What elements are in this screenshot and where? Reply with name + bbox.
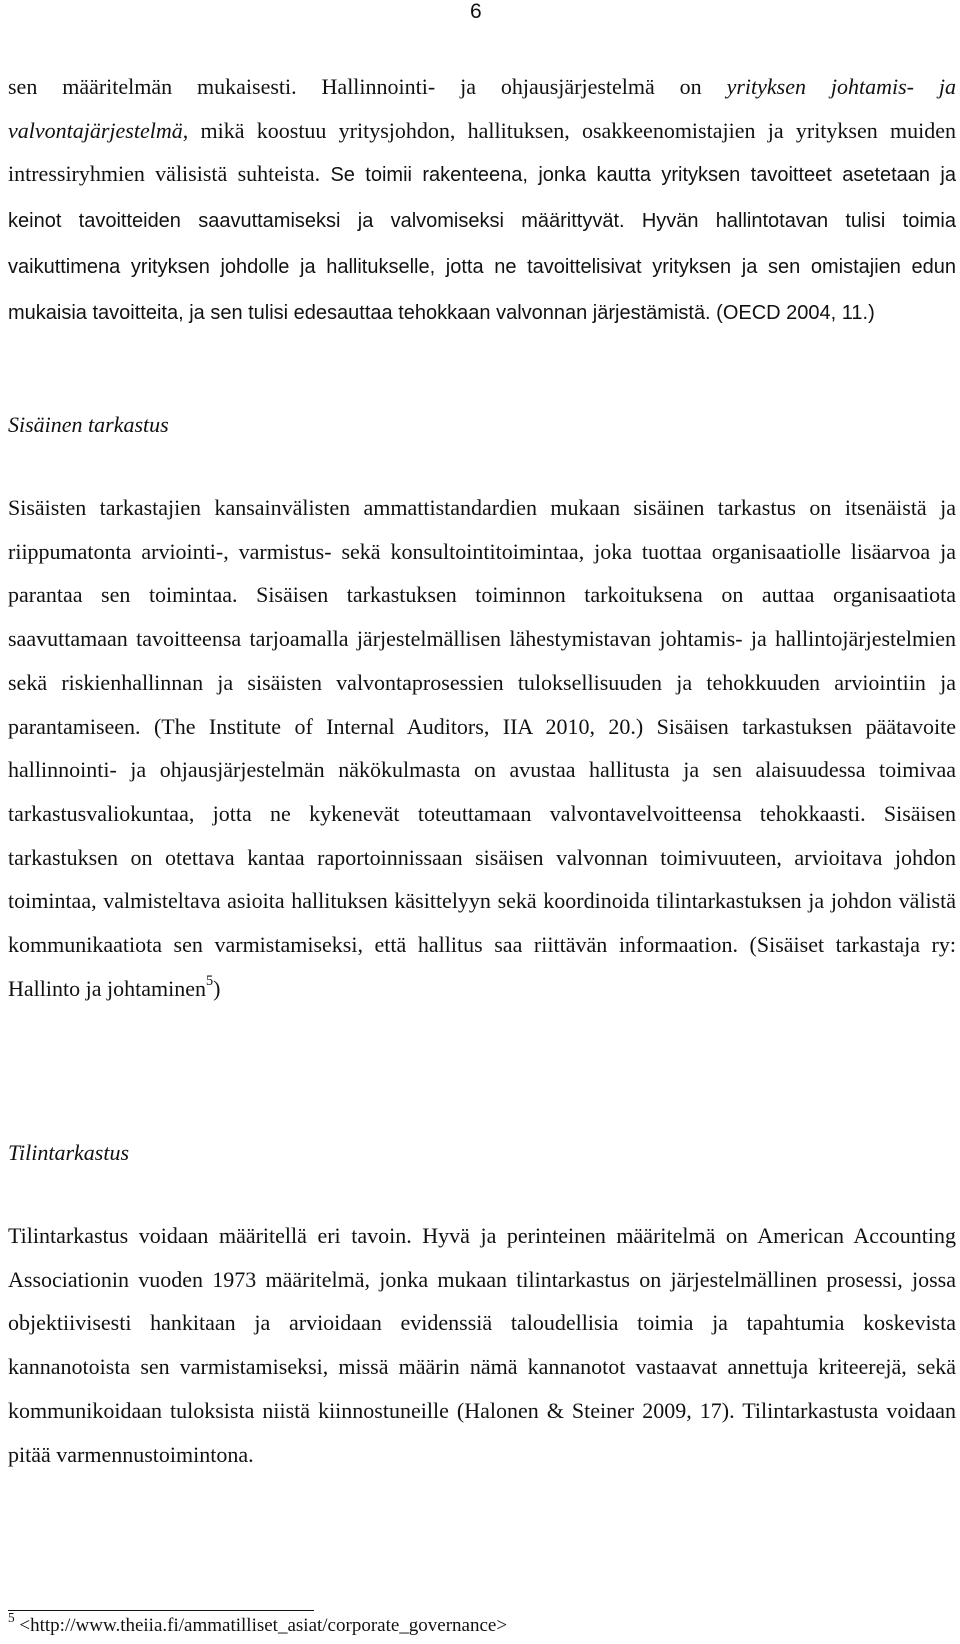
paragraph1-rest: Se toimii rakenteena, jonka kautta yrityksen tavoitteet asetetaan ja keinot tavoitteiden saavuttamiseksi ja valvomiseksi määrittyvät. Hyvän hallintotavan tulisi toimia vaikuttimena yrityksen johdolle ja hallitukselle, jotta ne tavoittelisivat yrityksen ja sen omistajien edun mukaisia tavoitteita, ja sen tulisi edesauttaa tehokkaan valvonnan järjestämistä. (OECD 2004, 11.) [8,164,956,324]
paragraph1-sentence2-end: , mikä koostuu yritysjohdon, hallituksen, osakkeenomistajien ja yrityksen muiden intressiryhmien välisistä suhteista. [8,117,956,187]
footnote-reference: 5 [205,973,214,990]
footnote-number: 5 [8,1609,15,1625]
footnote-separator [8,1610,314,1611]
paragraph2-end: ) [213,975,221,1001]
paragraph2-text: Sisäisten tarkastajien kansainvälisten ammattistandardien mukaan sisäinen tarkastus on itsenäistä ja riippumatonta arviointi-, varmistus- sekä konsultointitoimintaa, joka tuottaa organisaatiolle lisäarvoa ja parantaa sen toimintaa. Sisäisen tarkastuksen toiminnon tarkoituksena on auttaa organisaatiota saavuttamaan tavoitteensa tarjoamalla järjestelmällisen lähestymistavan johtamis- ja hallintojärjestelmien sekä riskienhallinnan ja sisäisten valvontaprosessien tuloksellisuuden ja tehokkuuden arviointiin ja parantamiseen. (The Institute of Internal Auditors, IIA 2010, 20.) Sisäisen tarkastuksen päätavoite hallinnointi- ja ohjausjärjestelmän näkökulmasta on avustaa hallitusta ja sen alaisuudessa toimivaa tarkastusvaliokuntaa, jotta ne kykenevät toteuttamaan valvontavelvoitteensa tehokkaasti. Sisäisen tarkastuksen on otettava kantaa raportoinnissaan sisäisen valvonnan toimivuuteen, arvioitava johdon toimintaa, valmisteltava asioita hallituksen käsittelyyn sekä koordinoida tilintarkastuksen ja johdon välistä kommunikaatiota sen varmistamiseksi, että hallitus saa riittävän informaation. (Sisäiset tarkastaja ry: Hallinto ja johtaminen [8,495,956,1001]
paragraph1-sentence1: sen määritelmän mukaisesti. [8,74,297,99]
paragraph1-sentence2-start: Hallinnointi- ja ohjausjärjestelmä on [296,74,727,99]
section-heading-internal-audit: Sisäinen tarkastus [8,412,169,437]
page-number: 6 [470,0,482,23]
paragraph-internal-audit [8,486,956,1010]
footnote [8,1609,508,1638]
paragraph-auditing: Tilintarkastus voidaan määritellä eri tavoin. Hyvä ja perinteinen määritelmä on American Accounting Associationin vuoden 1973 määritelmä, jonka mukaan tilintarkastus on järjestelmällinen prosessi, jossa objektiivisesti hankitaan ja arvioidaan evidenssiä taloudellisia toimia ja tapahtumia koskevista kannanotoista sen varmistamiseksi, missä määrin nämä kannanotot vastaavat annettuja kriteerejä, sekä kommunikoidaan tuloksista niistä kiinnostuneille (Halonen & Steiner 2009, 17). Tilintarkastusta voidaan pitää varmennustoimintona. [8,1223,956,1467]
footnote-text: <http://www.theiia.fi/ammatilliset_asiat/corporate_governance> [14,1615,508,1636]
paragraph-corporate-governance [8,65,956,335]
paragraph1-emphasis: yrityksen johtamis- ja valvontajärjestelmä [8,74,956,143]
section-heading-auditing: Tilintarkastus [8,1140,130,1165]
